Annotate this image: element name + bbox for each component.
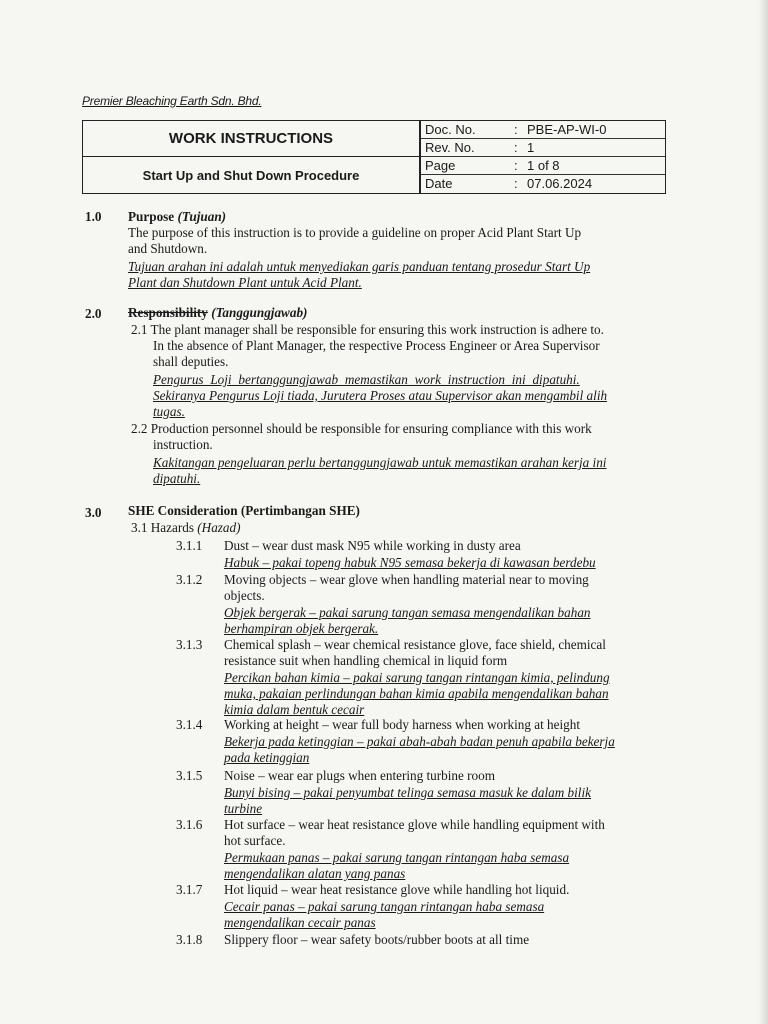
section-1-title: Purpose <box>128 209 175 224</box>
meta-colon: : <box>514 158 518 173</box>
hazard-text-my: pada ketinggian <box>224 750 310 765</box>
hazard-text-my: Percikan bahan kimia – pakai sarung tangan rintangan kimia, pelindung <box>224 670 610 685</box>
hazards-label: 3.1 Hazards <box>131 520 194 535</box>
document-header-table <box>82 120 666 194</box>
hazard-text-en: hot surface. <box>224 833 286 848</box>
clause-2-2-my-1: Kakitangan pengeluaran perlu bertanggungjawab untuk memastikan arahan kerja ini <box>153 455 607 470</box>
meta-label: Page <box>425 158 456 173</box>
hazard-text-my: Habuk – pakai topeng habuk N95 semasa bekerja di kawasan berdebu <box>224 555 596 570</box>
company-name: Premier Bleaching Earth Sdn. Bhd. <box>82 94 262 108</box>
hazards-heading <box>131 520 241 536</box>
meta-row-date <box>421 175 665 193</box>
hazard-number: 3.1.3 <box>176 637 203 652</box>
meta-value: 07.06.2024 <box>527 176 593 191</box>
hazard-number: 3.1.5 <box>176 768 203 783</box>
meta-label: Doc. No. <box>425 122 476 137</box>
document-type-title: WORK INSTRUCTIONS <box>83 121 419 157</box>
clause-2-1-line-1: 2.1 The plant manager shall be responsible for ensuring this work instruction is adhere to. <box>131 322 604 337</box>
hazard-number: 3.1.2 <box>176 572 203 587</box>
hazard-text-my: Objek bergerak – pakai sarung tangan semasa mengendalikan bahan <box>224 605 591 620</box>
section-1-title-my: (Tujuan) <box>177 209 227 224</box>
hazard-number: 3.1.6 <box>176 817 203 832</box>
hazard-text-en: Hot surface – wear heat resistance glove while handling equipment with <box>224 817 605 832</box>
clause-2-2-line-1: 2.2 Production personnel should be responsible for ensuring compliance with this work <box>131 421 592 436</box>
hazard-text-en: Dust – wear dust mask N95 while working in dusty area <box>224 538 521 553</box>
hazard-text-my: berhampiran objek bergerak. <box>224 621 379 636</box>
hazard-text-en: resistance suit when handling chemical in liquid form <box>224 653 508 668</box>
section-2-title: Responsibility <box>128 305 208 320</box>
hazard-number: 3.1.1 <box>176 538 203 553</box>
meta-label: Rev. No. <box>425 140 475 155</box>
hazard-text-my: Bekerja pada ketinggian – pakai abah-abah badan penuh apabila bekerja <box>224 734 615 749</box>
section-1-text-en-1: The purpose of this instruction is to provide a guideline on proper Acid Plant Start Up <box>128 225 582 240</box>
hazard-text-my: Bunyi bising – pakai penyumbat telinga semasa masuk ke dalam bilik <box>224 785 591 800</box>
hazard-text-en: Noise – wear ear plugs when entering turbine room <box>224 768 495 783</box>
hazard-text-en: objects. <box>224 588 265 603</box>
meta-value: 1 of 8 <box>527 158 560 173</box>
meta-row-doc-no <box>421 121 665 139</box>
hazard-text-my: mengendalikan alatan yang panas <box>224 866 406 881</box>
clause-2-1-my-3: tugas. <box>153 404 185 419</box>
clause-2-1-line-3: shall deputies. <box>153 354 229 369</box>
hazard-text-en: Slippery floor – wear safety boots/rubber boots at all time <box>224 932 530 947</box>
hazard-text-my: Cecair panas – pakai sarung tangan rintangan haba semasa <box>224 899 545 914</box>
hazard-text-my: kimia dalam bentuk cecair <box>224 702 365 717</box>
hazards-label-my: (Hazad) <box>197 520 241 535</box>
section-1-heading <box>128 209 226 225</box>
section-1-number: 1.0 <box>85 209 102 224</box>
hazard-text-en: Hot liquid – wear heat resistance glove while handling hot liquid. <box>224 882 570 897</box>
hazard-number: 3.1.7 <box>176 882 203 897</box>
page-edge <box>758 0 768 1024</box>
meta-colon: : <box>514 176 518 191</box>
meta-label: Date <box>425 176 453 191</box>
meta-row-page <box>421 157 665 175</box>
section-2-title-my: (Tanggungjawab) <box>211 305 308 320</box>
clause-2-2-line-2: instruction. <box>153 437 213 452</box>
meta-colon: : <box>514 140 518 155</box>
hazard-text-my: mengendalikan cecair panas <box>224 915 376 930</box>
clause-2-2-my-2: dipatuhi. <box>153 471 201 486</box>
hazard-text-en: Chemical splash – wear chemical resistance glove, face shield, chemical <box>224 637 606 652</box>
document-meta <box>421 121 665 193</box>
hazard-text-en: Moving objects – wear glove when handling material near to moving <box>224 572 589 587</box>
hazard-text-en: Working at height – wear full body harness when working at height <box>224 717 581 732</box>
section-2-number: 2.0 <box>85 306 102 321</box>
meta-value: 1 <box>527 140 535 155</box>
document-subject: Start Up and Shut Down Procedure <box>142 167 360 183</box>
section-2-heading <box>128 305 307 321</box>
hazard-number: 3.1.8 <box>176 932 203 947</box>
section-1-text-my-2: Plant dan Shutdown Plant untuk Acid Plant. <box>128 275 362 290</box>
clause-2-1-line-2: In the absence of Plant Manager, the respective Process Engineer or Area Supervisor <box>153 338 600 353</box>
section-1-text-en-2: and Shutdown. <box>128 241 208 256</box>
meta-row-rev-no <box>421 139 665 157</box>
section-1-text-my-1: Tujuan arahan ini adalah untuk menyediakan garis panduan tentang prosedur Start Up <box>128 259 591 274</box>
meta-value: PBE-AP-WI-0 <box>527 122 607 137</box>
clause-2-1-my-1: Pengurus Loji bertanggungjawab memastikan work instruction ini dipatuhi. <box>153 372 580 387</box>
clause-2-1-my-2: Sekiranya Pengurus Loji tiada, Jurutera Proses atau Supervisor akan mengambil alih <box>153 388 608 403</box>
meta-colon: : <box>514 122 518 137</box>
hazard-number: 3.1.4 <box>176 717 203 732</box>
section-3-number: 3.0 <box>85 505 102 520</box>
hazard-text-my: muka, pakaian perlindungan bahan kimia apabila mengendalikan bahan <box>224 686 609 701</box>
section-3-title: SHE Consideration (Pertimbangan SHE) <box>128 503 360 518</box>
hazard-text-my: Permukaan panas – pakai sarung tangan rintangan haba semasa <box>224 850 570 865</box>
hazard-text-my: turbine <box>224 801 263 816</box>
